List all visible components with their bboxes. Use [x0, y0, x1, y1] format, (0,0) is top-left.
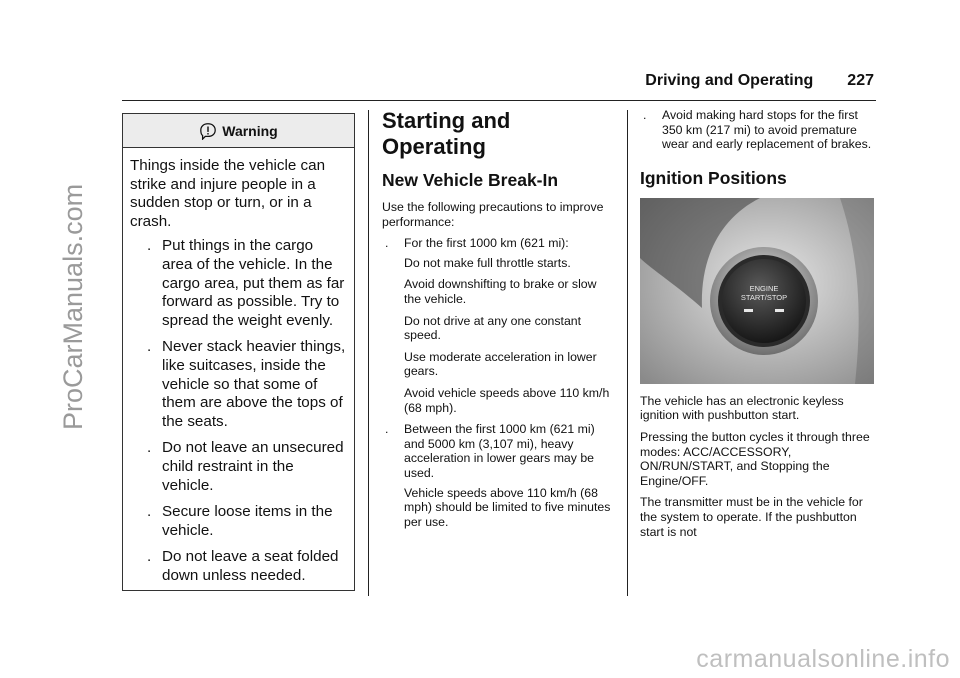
page-header: [618, 72, 874, 90]
warning-header: [123, 114, 354, 148]
warning-item: . Put things in the cargo area of the vehicle. In the cargo area, put them as far forward as possible. Try to spread the weight evenly.: [147, 237, 345, 329]
break-in-subitem: Use moderate acceleration in lower gears.: [404, 349, 597, 379]
column-divider-right: [627, 110, 628, 596]
ignition-paragraph: Pressing the button cycles it through three modes: ACC/ACCESSORY, ON/RUN/START, and Stopping the Engine/OFF.: [640, 429, 870, 488]
warning-item: . Do not leave a seat folded down unless needed.: [147, 548, 339, 584]
column-2: [382, 108, 614, 536]
break-in-item-text: For the first 1000 km (621 mi):: [404, 236, 569, 251]
button-label-line1: ENGINE: [749, 283, 779, 293]
break-in-item-text: Between the first 1000 km (621 mi) and 5000 km (3,107 mi), heavy acceleration in lower gears may be used.: [404, 422, 595, 480]
ignition-paragraph: The transmitter must be in the vehicle for the system to operate. If the pushbutton start is not: [640, 495, 863, 539]
warning-item: . Never stack heavier things, like suitcases, inside the vehicle so that some of them are above the tops of the seats.: [147, 338, 346, 430]
break-in-subitem: Avoid downshifting to brake or slow the vehicle.: [404, 277, 597, 306]
warning-item-text: Never stack heavier things, like suitcases, inside the vehicle so that some of them are above the tops of the seats.: [162, 338, 346, 430]
break-in-subitem: Do not drive at any one constant speed.: [404, 313, 582, 343]
warning-intro: Things inside the vehicle can strike and injure people in a sudden stop or turn, or in a crash.: [130, 157, 326, 230]
break-in-intro: Use the following precautions to improve performance:: [382, 200, 604, 229]
break-in-subitem: Vehicle speeds above 110 km/h (68 mph) should be limited to five minutes per use.: [404, 485, 611, 529]
warning-list: [130, 237, 347, 585]
column-3: [640, 108, 876, 546]
button-label-line2: START/STOP: [740, 292, 788, 302]
header-section-title: Driving and Operating: [645, 72, 814, 89]
ignition-paragraph: The vehicle has an electronic keyless ignition with pushbutton start.: [640, 393, 844, 423]
break-in-item: . For the first 1000 km (621 mi): Do not make full throttle starts. Avoid downshifting to brake or slow the vehicle. Do not drive at any one constant speed. Use moderate acceleration in lower gears. Avoid vehicle speeds above 110 km/h (68 mph).: [382, 236, 614, 415]
warning-item-text: Secure loose items in the vehicle.: [162, 503, 333, 539]
break-in-subitem: Do not make full throttle starts.: [404, 255, 571, 270]
warning-item-text: Do not leave an unsecured child restraint in the vehicle.: [162, 439, 344, 494]
warning-item: . Do not leave an unsecured child restraint in the vehicle.: [147, 439, 344, 494]
warning-title: Warning: [222, 122, 278, 139]
side-watermark: ProCarManuals.com: [58, 183, 88, 430]
section-heading: Starting and Operating: [382, 108, 511, 159]
warning-icon: [199, 122, 217, 140]
brake-item: . Avoid making hard stops for the first 350 km (217 mi) to avoid premature wear and early replacement of brakes.: [643, 108, 872, 152]
header-rule: [122, 100, 876, 101]
brake-item-text: Avoid making hard stops for the first 350 km (217 mi) to avoid premature wear and early replacement of brakes.: [662, 108, 872, 152]
warning-box: [122, 113, 355, 591]
warning-body: [123, 148, 354, 585]
break-in-subitem: Avoid vehicle speeds above 110 km/h (68 mph).: [404, 385, 610, 415]
break-in-list: [382, 236, 614, 529]
footer-watermark: carmanualsonline.info: [696, 645, 950, 673]
page-number: 227: [847, 72, 874, 89]
warning-item-text: Do not leave a seat folded down unless needed.: [162, 548, 339, 584]
break-in-item: . Between the first 1000 km (621 mi) and 5000 km (3,107 mi), heavy acceleration in lower gears may be used. Vehicle speeds above 110 km/h (68 mph) should be limited to five minutes per use.: [382, 422, 614, 529]
brake-list: [640, 108, 876, 152]
warning-item-text: Put things in the cargo area of the vehicle. In the cargo area, put them as far forward as possible. Try to spread the weight evenly.: [162, 237, 345, 329]
break-in-heading: New Vehicle Break-In: [382, 170, 559, 190]
warning-item: . Secure loose items in the vehicle.: [147, 503, 333, 539]
ignition-button-photo: [640, 198, 874, 384]
column-divider-left: [368, 110, 369, 596]
ignition-heading: Ignition Positions: [640, 167, 787, 188]
